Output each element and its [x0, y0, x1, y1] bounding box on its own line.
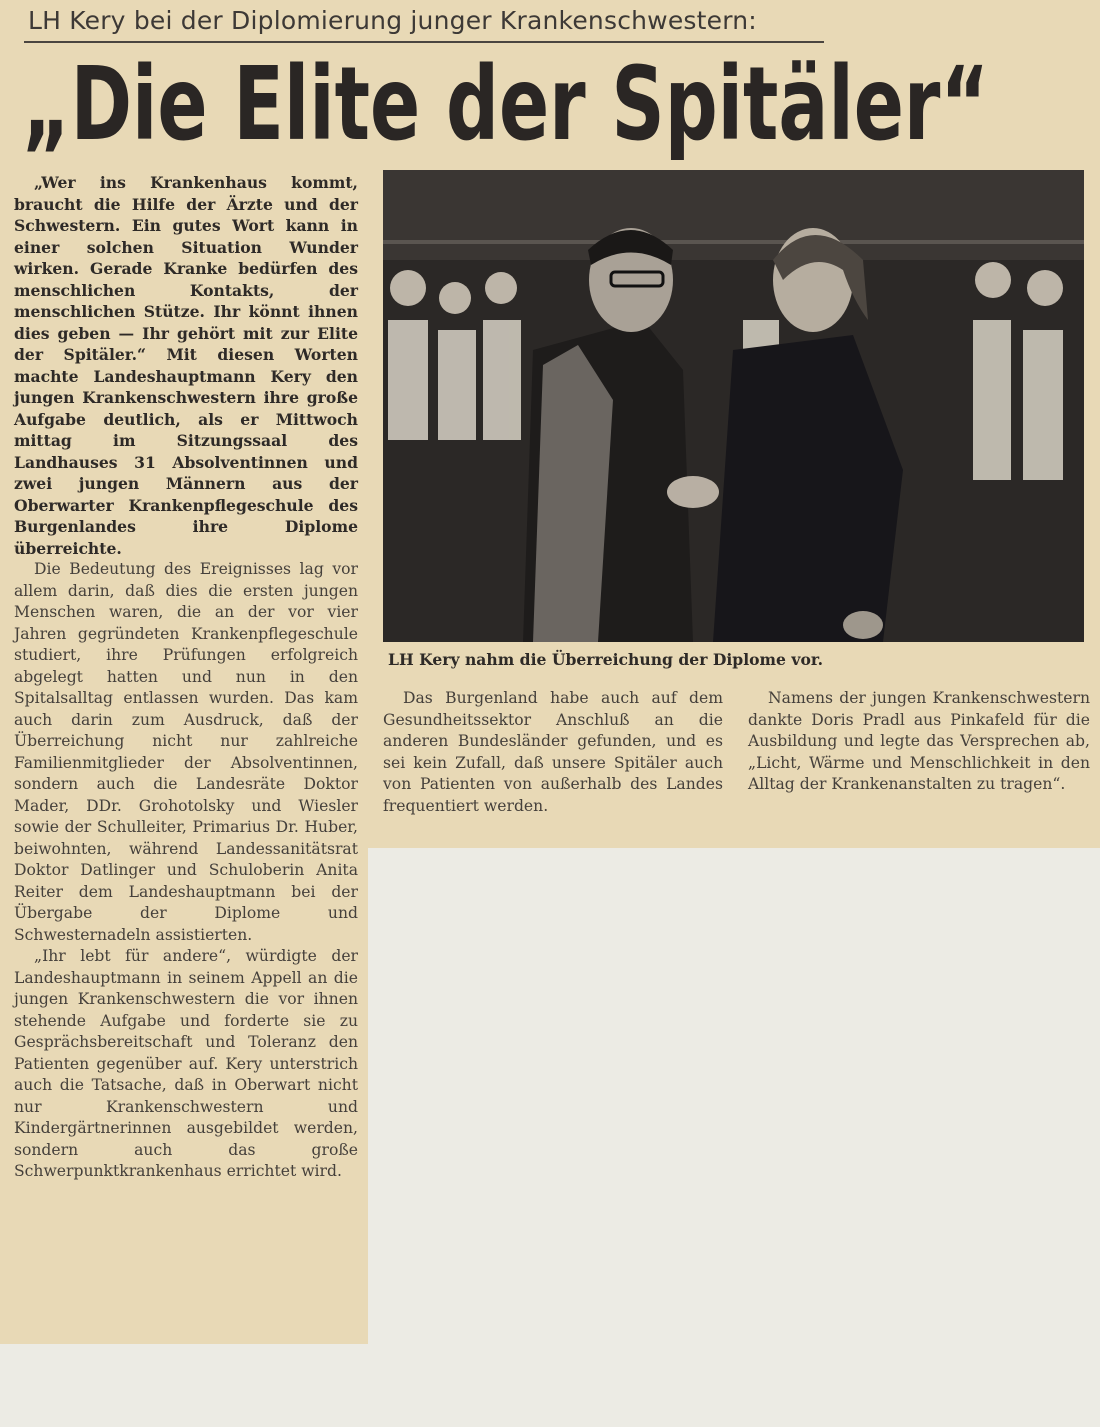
article-paragraph: Das Burgenland habe auch auf dem Gesundheitssektor Anschluß an die anderen Bundesländer gefunden, und es sei kein Zufall, daß unsere Spitäler auch von Patienten von außerhalb des Landes frequentiert werden.: [383, 689, 723, 815]
column-right: [748, 688, 1090, 796]
photo-illustration: [383, 170, 1084, 642]
article-paragraph: Namens der jungen Krankenschwestern dankte Doris Pradl aus Pinkafeld für die Ausbildung und legte das Versprechen ab, „Licht, Wärme und Menschlichkeit in den Alltag der Krankenanstalten zu tragen“.: [748, 689, 1090, 793]
column-middle: [383, 688, 723, 817]
article-paragraph: „Ihr lebt für andere“, würdigte der Landeshauptmann in seinem Appell an die jungen Krankenschwestern die vor ihnen stehende Aufgabe und forderte sie zu Gesprächsbereitschaft und Toleranz den Patienten gegenüber auf. Kery unterstrich auch die Tatsache, daß in Oberwart nicht nur Krankenschwestern und Kindergärtnerinnen ausgebildet werden, sondern auch das große Schwerpunktkrankenhaus errichtet wird.: [14, 947, 358, 1180]
article-paragraph: Die Bedeutung des Ereignisses lag vor allem darin, daß dies die ersten jungen Menschen waren, die an der vor vier Jahren gegründeten Krankenpflegeschule studiert, ihre Prüfungen erfolgreich abgelegt hatten und nun in den Spitalsalltag entlassen wurden. Das kam auch darin zum Ausdruck, daß der Überreichung nicht nur zahlreiche Familienmitglieder der Absolventinnen, sondern auch die Landesräte Doktor Mader, DDr. Grohotolsky und Wiesler sowie der Schulleiter, Primarius Dr. Huber, beiwohnten, während Landessanitätsrat Doktor Datlinger und Schuloberin Anita Reiter dem Landeshauptmann bei der Übergabe der Diplome und Schwesternadeln assistierten.: [14, 560, 358, 944]
article-headline: „Die Elite der Spitäler“: [22, 43, 990, 164]
article-kicker: LH Kery bei der Diplomierung junger Krankenschwestern:: [28, 6, 757, 35]
kicker-underline: [24, 41, 824, 43]
article-lede: „Wer ins Krankenhaus kommt, braucht die Hilfe der Ärzte und der Schwestern. Ein gutes Wort kann in einer solchen Situation Wunder wirken. Gerade Kranke bedürfen des menschlichen Kontakts, der menschlichen Stütze. Ihr könnt ihnen dies geben — Ihr gehört mit zur Elite der Spitäler.“ Mit diesen Worten machte Landeshauptmann Kery den jungen Krankenschwestern ihre große Aufgabe deutlich, als er Mittwoch mittag im Sitzungssaal des Landhauses 31 Absolventinnen und zwei jungen Männern aus der Oberwarter Krankenpflegeschule des Burgenlandes ihre Diplome überreichte.: [14, 173, 358, 558]
column-left: [14, 172, 358, 1183]
photo-caption: LH Kery nahm die Überreichung der Diplome vor.: [388, 650, 824, 669]
article-photo: [383, 170, 1084, 642]
